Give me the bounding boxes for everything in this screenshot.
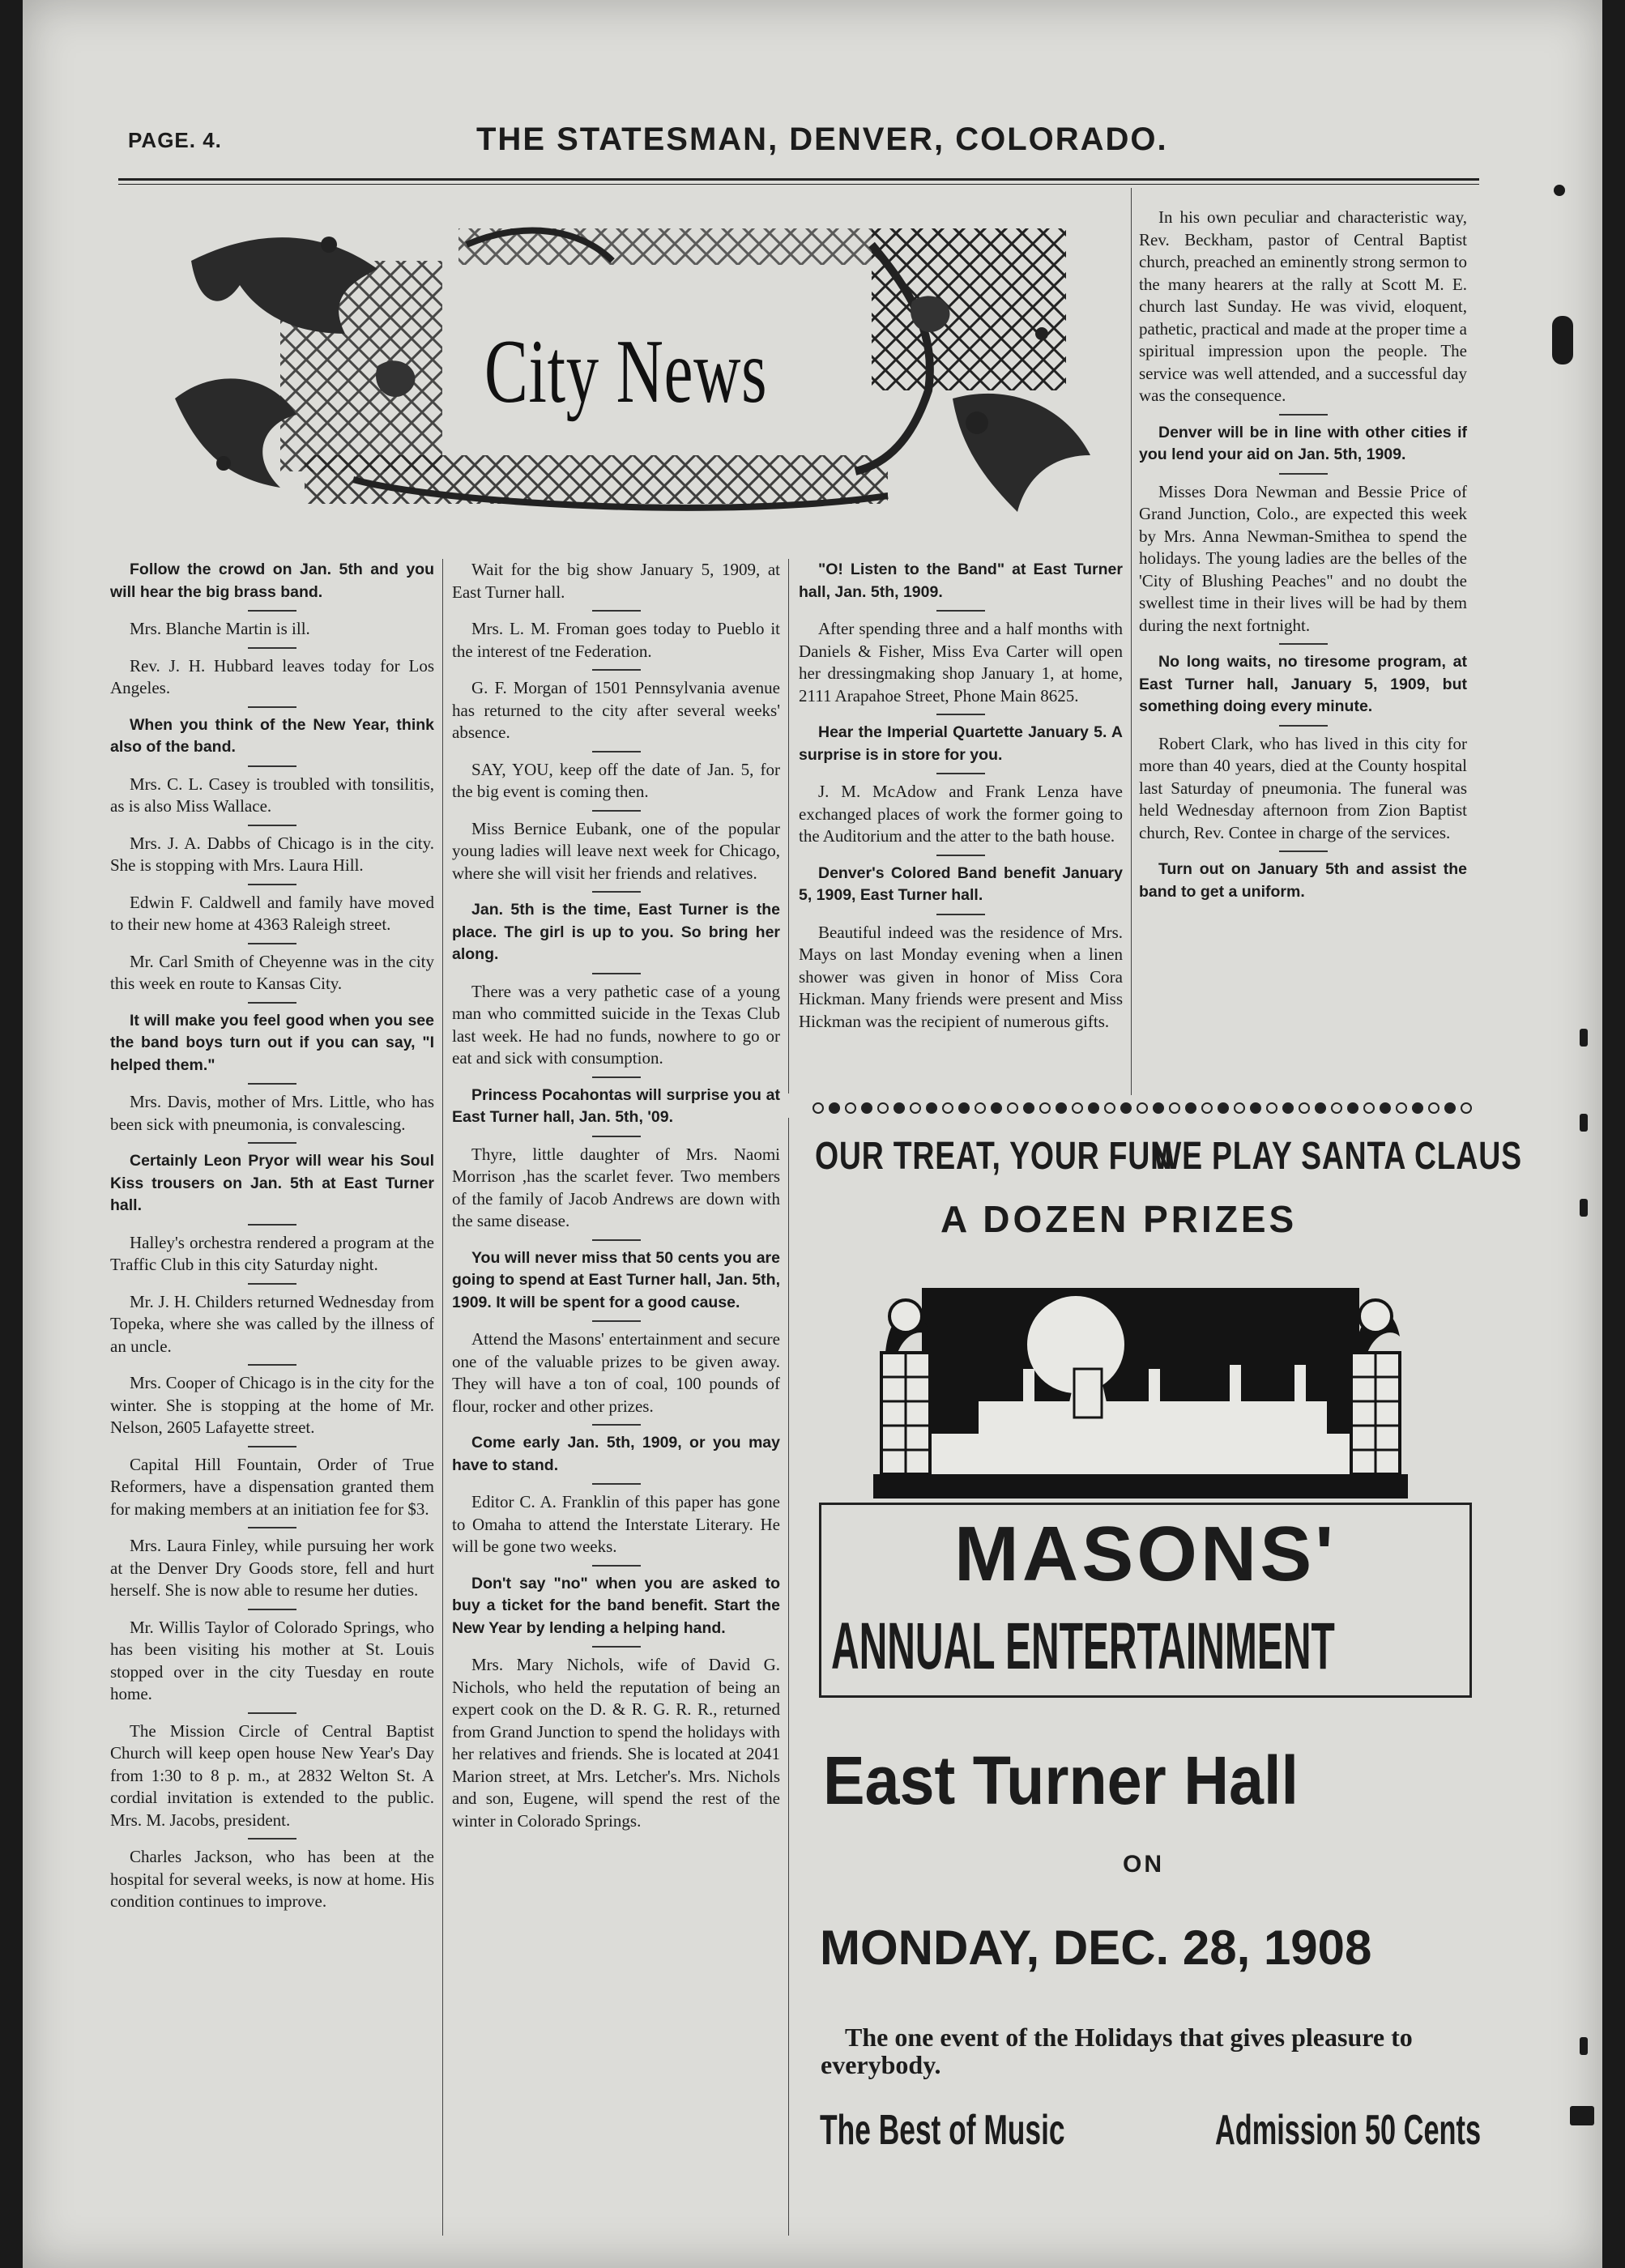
ornament-dot	[862, 1103, 872, 1113]
ornament-dot	[943, 1103, 953, 1113]
ornament-dot	[1461, 1103, 1471, 1113]
news-item: Edwin F. Caldwell and family have moved to their new home at 4363 Raleigh street.	[110, 892, 434, 944]
rooftop-santa-illustration	[873, 1272, 1408, 1498]
news-item: Mrs. Davis, mother of Mrs. Little, who has been sick with pneumonia, is convalescing.	[110, 1091, 434, 1144]
news-item: Denver will be in line with other cities if you lend your aid on Jan. 5th, 1909.	[1139, 422, 1467, 475]
scan-mark	[1552, 316, 1573, 364]
ornament-dot	[1008, 1103, 1017, 1113]
news-item: G. F. Morgan of 1501 Pennsylvania avenue has returned to the city after several weeks' absence.	[452, 677, 780, 752]
ornament-dot	[1137, 1103, 1147, 1113]
ornament-dot	[1413, 1103, 1422, 1113]
ornament-dot	[1218, 1103, 1228, 1113]
news-item: Follow the crowd on Jan. 5th and you will hear the big brass band.	[110, 559, 434, 612]
news-column-2	[452, 559, 780, 1845]
newspaper-page	[23, 0, 1602, 2268]
news-item: After spending three and a half months with Daniels & Fisher, Miss Eva Carter will open her dressingmaking shop January 1, at home, 2111 Arapahoe Street, Phone Main 8625.	[799, 618, 1123, 715]
news-item: Thyre, little daughter of Mrs. Naomi Morrison ,has the scarlet fever. Two members of the family of Jacob Andrews are down with the same disease.	[452, 1144, 780, 1241]
news-item: Mrs. Cooper of Chicago is in the city for the winter. She is stopping at the home of Mr. Nelson, 2605 Lafayette street.	[110, 1372, 434, 1447]
ad-date: MONDAY, DEC. 28, 1908	[820, 1921, 1372, 1975]
ornament-dot	[1316, 1103, 1325, 1113]
news-item: Robert Clark, who has lived in this city for more than 40 years, died at the County hospital last Saturday of pneumonia. The funeral was held Wednesday afternoon from Zion Baptist church, Rev. Contee in charge of the services.	[1139, 733, 1467, 853]
news-item: You will never miss that 50 cents you are going to spend at East Turner hall, Jan. 5th, 1909. It will be spent for a good cause.	[452, 1247, 780, 1323]
news-item: The Mission Circle of Central Baptist Church will keep open house New Year's Day from 1:30 to 8 p. m., at 2832 Welton St. A cordial invitation is extended to the public. Mrs. M. Jacobs, president.	[110, 1720, 434, 1840]
news-item: Rev. J. H. Hubbard leaves today for Los Angeles.	[110, 655, 434, 708]
news-item: Mr. J. H. Childers returned Wednesday from Topeka, where she was called by the illness of an uncle.	[110, 1291, 434, 1366]
ornament-dot	[1364, 1103, 1374, 1113]
scan-mark	[1580, 2037, 1588, 2055]
column-divider	[788, 1118, 789, 2236]
ad-venue: East Turner Hall	[823, 1742, 1299, 1818]
ornament-dot	[1073, 1103, 1082, 1113]
ornament-dot	[1170, 1103, 1179, 1113]
ornament-dot	[1429, 1103, 1439, 1113]
news-item: Charles Jackson, who has been at the hospital for several weeks, is now at home. His condition continues to improve.	[110, 1847, 434, 1911]
ad-on-label: ON	[1123, 1851, 1164, 1878]
ornament-dot	[1089, 1103, 1098, 1113]
ornament-dot	[927, 1103, 936, 1113]
ornament-dot	[959, 1103, 969, 1113]
ad-headline-left: OUR TREAT, YOUR FUN	[815, 1135, 1173, 1178]
ornament-dot	[1056, 1103, 1066, 1113]
ad-music: The Best of Music	[820, 2107, 1065, 2154]
ornament-dot	[1186, 1103, 1196, 1113]
ornament-dot	[878, 1103, 888, 1113]
news-item: Mr. Willis Taylor of Colorado Springs, who has been visiting his mother at St. Louis stopped over in the city Tuesday en route home.	[110, 1617, 434, 1714]
news-item: Misses Dora Newman and Bessie Price of Grand Junction, Colo., are expected this week by Mrs. Anna Newman-Smithea to spend the holidays. The young ladies are the belles of the 'City of Blushing Peaches" and no doubt the swellest time in their lives will be had by them during the next fortnight.	[1139, 481, 1467, 646]
ornament-dot	[1202, 1103, 1212, 1113]
news-item: Mrs. Mary Nichols, wife of David G. Nichols, who held the reputation of being an expert cook on the D. & R. G. R. R., returned from Grand Junction to spend the holidays with her relatives and friends. She is located at 2041 Marion street, at Mrs. Letcher's. Mrs. Nichols and son, Eugene, will spend the rest of the winter in Colorado Springs.	[452, 1655, 780, 1831]
news-item: SAY, YOU, keep off the date of Jan. 5, for the big event is coming then.	[452, 759, 780, 812]
news-column-1	[110, 559, 434, 1926]
news-item: Mrs. L. M. Froman goes today to Pueblo it the interest of tne Federation.	[452, 618, 780, 671]
ornament-dot	[1380, 1103, 1390, 1113]
news-item: Jan. 5th is the time, East Turner is the place. The girl is up to you. So bring her along.	[452, 899, 780, 974]
ornament-dot	[1121, 1103, 1131, 1113]
news-item: Mrs. J. A. Dabbs of Chicago is in the city. She is stopping with Mrs. Laura Hill.	[110, 833, 434, 885]
news-column-4	[1139, 207, 1467, 916]
ad-annual-entertainment: ANNUAL ENTERTAINMENT	[831, 1609, 1335, 1683]
ornament-dot	[894, 1103, 904, 1113]
ornament-dot	[1397, 1103, 1406, 1113]
paper-title: THE STATESMAN, DENVER, COLORADO.	[476, 122, 1168, 157]
ad-headline-right: WE PLAY SANTA CLAUS	[1153, 1135, 1522, 1178]
ornament-dot	[1024, 1103, 1034, 1113]
news-item: Mrs. Laura Finley, while pursuing her work at the Denver Dry Goods store, fell and hurt herself. She is now able to resume her duties.	[110, 1535, 434, 1610]
ornament-dot	[1251, 1103, 1260, 1113]
masons-title-box	[819, 1503, 1472, 1698]
news-item: J. M. McAdow and Frank Lenza have exchanged places of work the former going to the Auditorium and the atter to the bath house.	[799, 781, 1123, 856]
news-item: Halley's orchestra rendered a program at the Traffic Club in this city Saturday night.	[110, 1232, 434, 1285]
ornament-dot	[975, 1103, 985, 1113]
news-item: Miss Bernice Eubank, one of the popular young ladies will leave next week for Chicago, where she will visit her friends and relatives.	[452, 818, 780, 893]
news-item: Beautiful indeed was the residence of Mrs. Mays on last Monday evening when a linen shower was given in honor of Miss Cora Hickman. Many friends were present and Miss Hickman was the recipient of numerous gifts.	[799, 922, 1123, 1031]
ornament-dot	[1445, 1103, 1455, 1113]
news-item: "O! Listen to the Band" at East Turner hall, Jan. 5th, 1909.	[799, 559, 1123, 612]
ornament-dot	[1040, 1103, 1050, 1113]
news-item: Mrs. Blanche Martin is ill.	[110, 618, 434, 649]
page-number: PAGE. 4.	[128, 128, 222, 152]
column-divider	[788, 559, 789, 1094]
scan-mark	[1580, 1199, 1588, 1217]
news-item: Capital Hill Fountain, Order of True Reformers, have a dispensation granted them for making members at an initiation fee for $3.	[110, 1454, 434, 1529]
scan-mark	[1580, 1114, 1588, 1132]
ornament-dot	[1154, 1103, 1163, 1113]
ornament-dot	[830, 1103, 839, 1113]
news-item: When you think of the New Year, think also of the band.	[110, 714, 434, 767]
ad-masons-title: MASONS'	[953, 1511, 1337, 1597]
news-item: Denver's Colored Band benefit January 5, 1909, East Turner hall.	[799, 863, 1123, 915]
news-item: Don't say "no" when you are asked to buy a ticket for the band benefit. Start the New Year by lending a helping hand.	[452, 1573, 780, 1648]
ad-prizes-line: A DOZEN PRIZES	[940, 1198, 1298, 1240]
news-item: Come early Jan. 5th, 1909, or you may have to stand.	[452, 1432, 780, 1485]
ornament-dot	[911, 1103, 920, 1113]
ornament-dot	[1105, 1103, 1115, 1113]
ornament-dot	[813, 1103, 823, 1113]
scan-mark	[1580, 1029, 1588, 1047]
city-news-heading: City News	[484, 322, 768, 422]
ornament-dot	[1348, 1103, 1358, 1113]
masthead-rule	[118, 178, 1479, 185]
ornament-dot	[846, 1103, 855, 1113]
news-item: Mrs. C. L. Casey is troubled with tonsilitis, as is also Miss Wallace.	[110, 774, 434, 826]
news-item: Hear the Imperial Quartette January 5. A surprise is in store for you.	[799, 722, 1123, 774]
column-divider	[442, 559, 443, 2236]
scan-mark	[1570, 2106, 1594, 2125]
scan-mark	[1554, 185, 1565, 196]
news-item: Princess Pocahontas will surprise you at East Turner hall, Jan. 5th, '09.	[452, 1085, 780, 1137]
ornament-border	[810, 1098, 1474, 1119]
news-item: It will make you feel good when you see the band boys turn out if you can say, "I helped them."	[110, 1010, 434, 1085]
column-divider	[1131, 188, 1132, 1095]
masthead	[128, 122, 1457, 162]
ornament-dot	[1299, 1103, 1309, 1113]
ornament-dot	[992, 1103, 1001, 1113]
news-item: Turn out on January 5th and assist the band to get a uniform.	[1139, 860, 1467, 901]
news-item: In his own peculiar and characteristic way, Rev. Beckham, pastor of Central Baptist church, preached an eminently strong sermon to the many hearers at the rally at Scott M. E. church last Sunday. He was vivid, eloquent, pathetic, practical and made at the proper time a spiritual impression upon the people. The service was well attended, and a successful day was the consequence.	[1139, 207, 1467, 416]
news-item: Certainly Leon Pryor will wear his Soul Kiss trousers on Jan. 5th at East Turner hall.	[110, 1150, 434, 1226]
news-item: No long waits, no tiresome program, at East Turner hall, January 5, 1909, but something doing every minute.	[1139, 651, 1467, 727]
ornament-dot	[1235, 1103, 1244, 1113]
ad-admission: Admission 50 Cents	[1215, 2107, 1482, 2154]
news-item: There was a very pathetic case of a young man who committed suicide in the Texas Club last week. He had no funds, nowhere to go or eat and sick with consumption.	[452, 981, 780, 1078]
news-item: Wait for the big show January 5, 1909, at East Turner hall.	[452, 559, 780, 612]
ad-tagline: The one event of the Holidays that gives pleasure to everybody.	[821, 2023, 1413, 2079]
ornament-dot	[1283, 1103, 1293, 1113]
news-column-3	[799, 559, 1123, 1046]
ornament-dot	[1267, 1103, 1277, 1113]
news-item: Editor C. A. Franklin of this paper has gone to Omaha to attend the Interstate Literary. He will be gone two weeks.	[452, 1491, 780, 1567]
ornament-dot	[1332, 1103, 1341, 1113]
news-item: Attend the Masons' entertainment and secure one of the valuable prizes to be given away. They will have a ton of coal, 100 pounds of flour, rocker and other prizes.	[452, 1328, 780, 1426]
news-item: Mr. Carl Smith of Cheyenne was in the city this week en route to Kansas City.	[110, 951, 434, 1004]
